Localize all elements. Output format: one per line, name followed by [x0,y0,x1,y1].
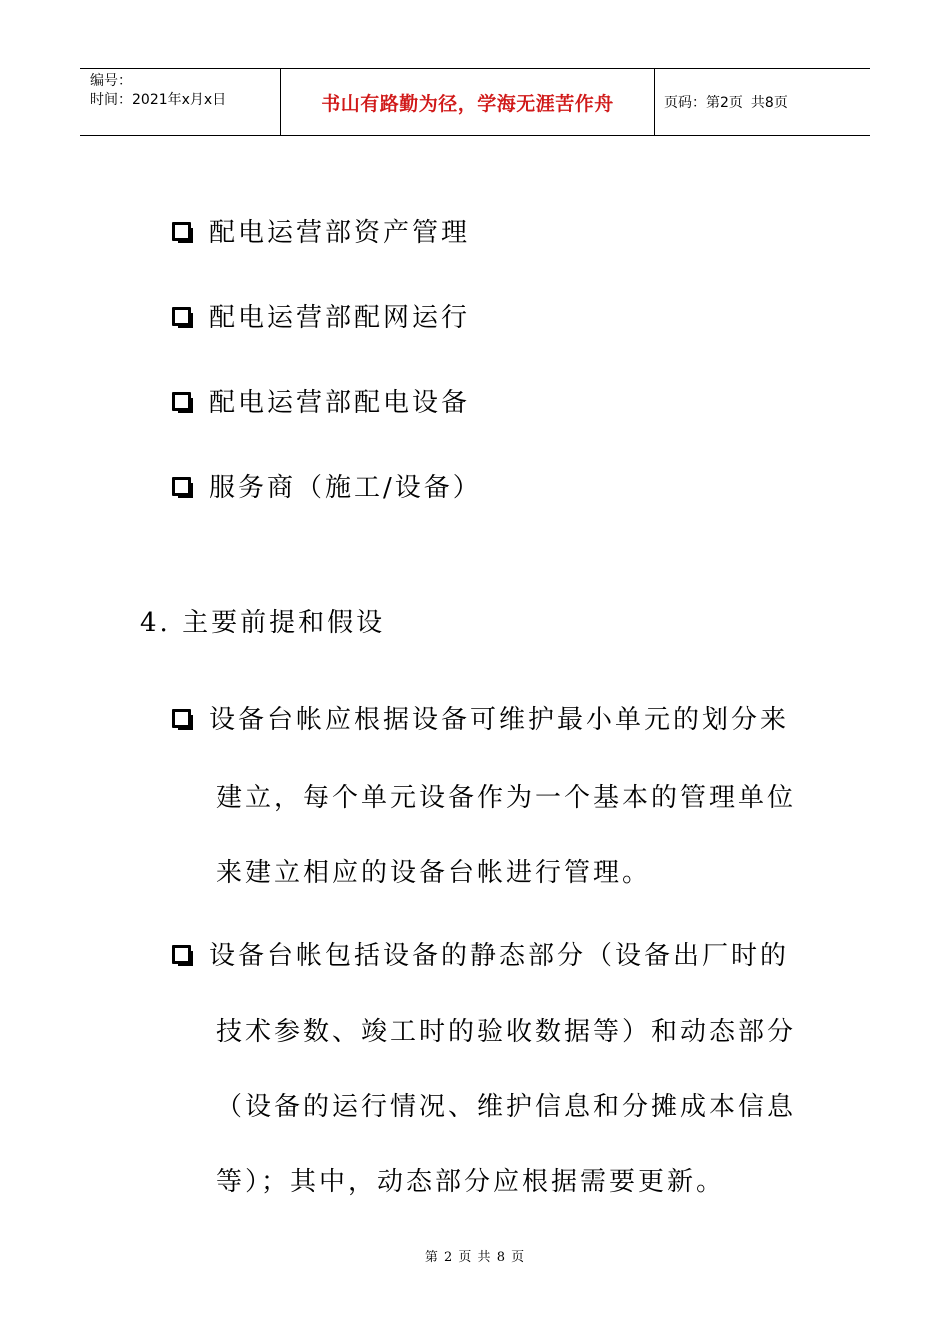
paragraph-line: 来建立相应的设备台帐进行管理。 [216,858,652,888]
paragraph-line: 建立，每个单元设备作为一个基本的管理单位 [216,783,797,813]
header-motto: 书山有路勤为径，学海无涯苦作舟 [321,92,614,115]
document-time-label: 时间：2021年x月x日 [90,92,227,108]
paragraph-line: 技术参数、竣工时的验收数据等）和动态部分 [216,1017,797,1047]
header-meta [80,69,281,135]
paragraph-line [172,702,789,738]
section-heading: 4. 主要前提和假设 [140,608,386,638]
list-item-text: 配电运营部配电设备 [209,388,471,418]
paragraph-line: 等）；其中，动态部分应根据需要更新。 [216,1167,726,1197]
list-item [172,215,470,251]
list-item [172,470,482,506]
paragraph-line-text: 设备台帐包括设备的静态部分（设备出厂时的 [209,941,790,971]
list-item [172,300,470,336]
checkbox-bullet-icon [172,392,191,411]
paragraph-line-text: 设备台帐应根据设备可维护最小单元的划分来 [209,705,790,735]
checkbox-bullet-icon [172,945,191,964]
header-page-total: 共8页 [750,95,788,111]
paragraph-line: （设备的运行情况、维护信息和分摊成本信息 [216,1092,797,1122]
header-motto-cell [281,69,655,135]
list-item-text: 配电运营部配网运行 [209,303,471,333]
header-page-info [655,69,870,135]
document-number-label: 编号： [90,73,132,89]
page-footer: 第 2 页 共 8 页 [424,1250,526,1265]
header-page-number: 页码：第2页 [664,95,743,111]
paragraph-line [172,938,789,974]
checkbox-bullet-icon [172,709,191,728]
checkbox-bullet-icon [172,477,191,496]
page-header [80,68,870,136]
list-item [172,385,470,421]
list-item-text: 服务商（施工/设备） [209,473,482,503]
checkbox-bullet-icon [172,222,191,241]
list-item-text: 配电运营部资产管理 [209,218,471,248]
checkbox-bullet-icon [172,307,191,326]
